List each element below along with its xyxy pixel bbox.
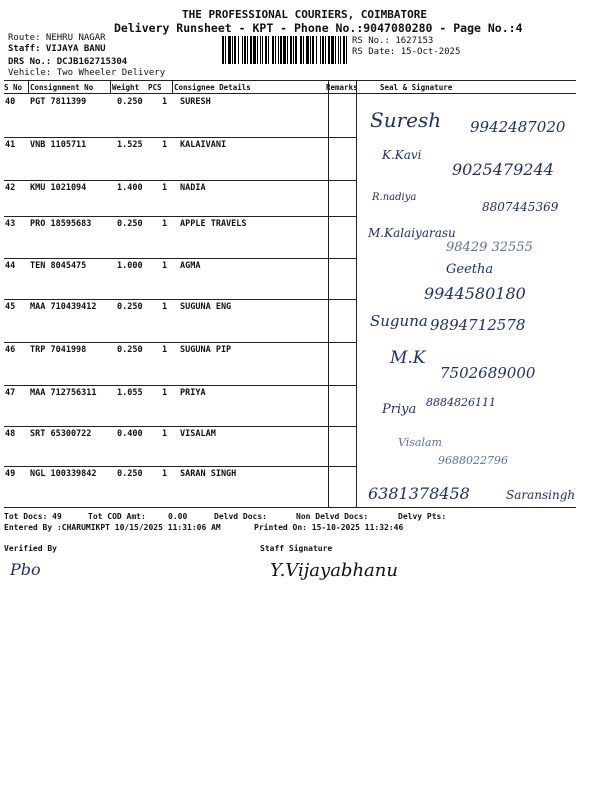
table-header-border xyxy=(4,93,576,94)
signature-43: M.Kalaiyarasu xyxy=(368,226,456,240)
drs-label: DRS No.: DCJB162715304 xyxy=(8,57,128,67)
row-consignment: MAA 712756311 xyxy=(30,388,97,398)
row-consignee: SARAN SINGH xyxy=(180,469,237,479)
row-consignee: NADIA xyxy=(180,183,206,193)
row-consignment: TEN 8045475 xyxy=(30,261,87,271)
handwritten-phone-45: 9894712578 xyxy=(430,316,526,334)
row-consignee: PRIYA xyxy=(180,388,206,398)
header-consignment: Consignment No xyxy=(30,83,94,92)
printed-on: Printed On: 15-10-2025 11:32:46 xyxy=(254,523,404,532)
handwritten-phone-42: 8807445369 xyxy=(482,200,559,214)
row-weight: 0.250 xyxy=(117,469,143,479)
row-pcs: 1 xyxy=(162,140,168,150)
signature-40: Suresh xyxy=(370,108,442,132)
rs-number: RS No.: 1627153 xyxy=(352,36,434,46)
delivery-points: Delvy Pts: xyxy=(398,512,447,521)
row-weight: 0.250 xyxy=(117,219,143,229)
handwritten-phone-41: 9025479244 xyxy=(452,160,554,179)
barcode-image xyxy=(222,36,350,64)
row-divider xyxy=(4,426,356,427)
col-divider xyxy=(28,80,29,94)
header-seal: Seal & Signature xyxy=(380,83,453,92)
vehicle-label: Vehicle: Two Wheeler Delivery xyxy=(8,68,166,78)
row-consignment: SRT 65300722 xyxy=(30,429,92,439)
signature-49: Saransingh xyxy=(506,488,576,502)
staff-label: Staff: VIJAYA BANU xyxy=(8,44,106,54)
row-sno: 46 xyxy=(5,345,16,355)
staff-signature: Y.Vijayabhanu xyxy=(270,560,398,581)
signature-44: Geetha xyxy=(446,262,494,277)
row-consignee: SURESH xyxy=(180,97,211,107)
row-divider xyxy=(4,258,356,259)
delivered-docs: Delvd Docs: xyxy=(214,512,267,521)
row-weight: 0.250 xyxy=(117,345,143,355)
header-consignee: Consignee Details xyxy=(174,83,251,92)
row-sno: 40 xyxy=(5,97,16,107)
row-weight: 1.000 xyxy=(117,261,143,271)
handwritten-phone-48: 9688022796 xyxy=(438,454,508,467)
row-consignee: AGMA xyxy=(180,261,201,271)
header-weight: Weight xyxy=(112,83,140,92)
row-pcs: 1 xyxy=(162,429,168,439)
row-sno: 47 xyxy=(5,388,16,398)
rs-date: RS Date: 15-Oct-2025 xyxy=(352,47,461,57)
handwritten-phone-49: 6381378458 xyxy=(368,484,470,503)
table-bottom-border xyxy=(4,507,576,508)
handwritten-phone-40: 9942487020 xyxy=(470,118,566,136)
row-weight: 0.250 xyxy=(117,302,143,312)
header-pcs: PCS xyxy=(148,83,162,92)
row-weight: 0.400 xyxy=(117,429,143,439)
remarks-divider xyxy=(328,80,329,507)
signature-47: Priya xyxy=(382,402,417,417)
row-divider xyxy=(4,216,356,217)
row-consignee: VISALAM xyxy=(180,429,216,439)
signature-45: Suguna xyxy=(370,312,428,330)
row-pcs: 1 xyxy=(162,302,168,312)
handwritten-phone-47: 8884826111 xyxy=(426,396,496,409)
row-pcs: 1 xyxy=(162,261,168,271)
row-divider xyxy=(4,137,356,138)
row-consignment: PGT 7811399 xyxy=(30,97,87,107)
row-divider xyxy=(4,180,356,181)
verifier-signature: Pbo xyxy=(10,560,41,579)
header-remarks: Remarks xyxy=(326,83,358,92)
row-sno: 41 xyxy=(5,140,16,150)
handwritten-phone-43: 98429 32555 xyxy=(446,240,533,255)
verified-by-label: Verified By xyxy=(4,544,57,553)
row-sno: 44 xyxy=(5,261,16,271)
row-weight: 1.525 xyxy=(117,140,143,150)
row-consignment: VNB 1105711 xyxy=(30,140,87,150)
row-sno: 49 xyxy=(5,469,16,479)
row-consignment: TRP 7041998 xyxy=(30,345,87,355)
signature-42: R.nadiya xyxy=(372,192,417,203)
row-sno: 42 xyxy=(5,183,16,193)
row-pcs: 1 xyxy=(162,97,168,107)
row-consignment: NGL 100339842 xyxy=(30,469,97,479)
row-consignment: KMU 1021094 xyxy=(30,183,87,193)
row-pcs: 1 xyxy=(162,219,168,229)
row-consignee: SUGUNA PIP xyxy=(180,345,232,355)
row-sno: 48 xyxy=(5,429,16,439)
row-divider xyxy=(4,466,356,467)
row-weight: 0.250 xyxy=(117,97,143,107)
company-title: THE PROFESSIONAL COURIERS, COIMBATORE xyxy=(182,8,428,21)
total-cod-value: 0.00 xyxy=(168,512,188,521)
row-divider xyxy=(4,342,356,343)
handwritten-phone-44: 9944580180 xyxy=(424,284,526,303)
row-pcs: 1 xyxy=(162,469,168,479)
total-docs: Tot Docs: 49 xyxy=(4,512,62,521)
row-sno: 43 xyxy=(5,219,16,229)
entered-by: Entered By :CHARUMIKPT 10/15/2025 11:31:06 AM xyxy=(4,523,221,532)
staff-signature-label: Staff Signature xyxy=(260,544,333,553)
handwritten-phone-46: 7502689000 xyxy=(440,364,536,382)
row-divider xyxy=(4,299,356,300)
row-consignee: SUGUNA ENG xyxy=(180,302,232,312)
seal-divider xyxy=(356,80,357,507)
col-divider xyxy=(172,80,173,94)
route-label: Route: NEHRU NAGAR xyxy=(8,33,106,43)
signature-41: K.Kavi xyxy=(382,148,422,162)
runsheet-title: Delivery Runsheet - KPT - Phone No.:9047080280 - Page No.:4 xyxy=(114,21,523,35)
header-sno: S No xyxy=(4,83,23,92)
row-consignee: KALAIVANI xyxy=(180,140,227,150)
row-weight: 1.400 xyxy=(117,183,143,193)
row-consignment: PRO 18595683 xyxy=(30,219,92,229)
row-pcs: 1 xyxy=(162,388,168,398)
row-sno: 45 xyxy=(5,302,16,312)
total-cod-label: Tot COD Amt: xyxy=(88,512,146,521)
col-divider xyxy=(110,80,111,94)
row-pcs: 1 xyxy=(162,183,168,193)
row-consignment: MAA 710439412 xyxy=(30,302,97,312)
row-weight: 1.055 xyxy=(117,388,143,398)
non-delivered-docs: Non Delvd Docs: xyxy=(296,512,369,521)
signature-48: Visalam xyxy=(398,436,442,449)
signature-46: M.K xyxy=(390,348,426,368)
row-pcs: 1 xyxy=(162,345,168,355)
row-consignee: APPLE TRAVELS xyxy=(180,219,247,229)
row-divider xyxy=(4,385,356,386)
table-top-border xyxy=(4,80,576,81)
